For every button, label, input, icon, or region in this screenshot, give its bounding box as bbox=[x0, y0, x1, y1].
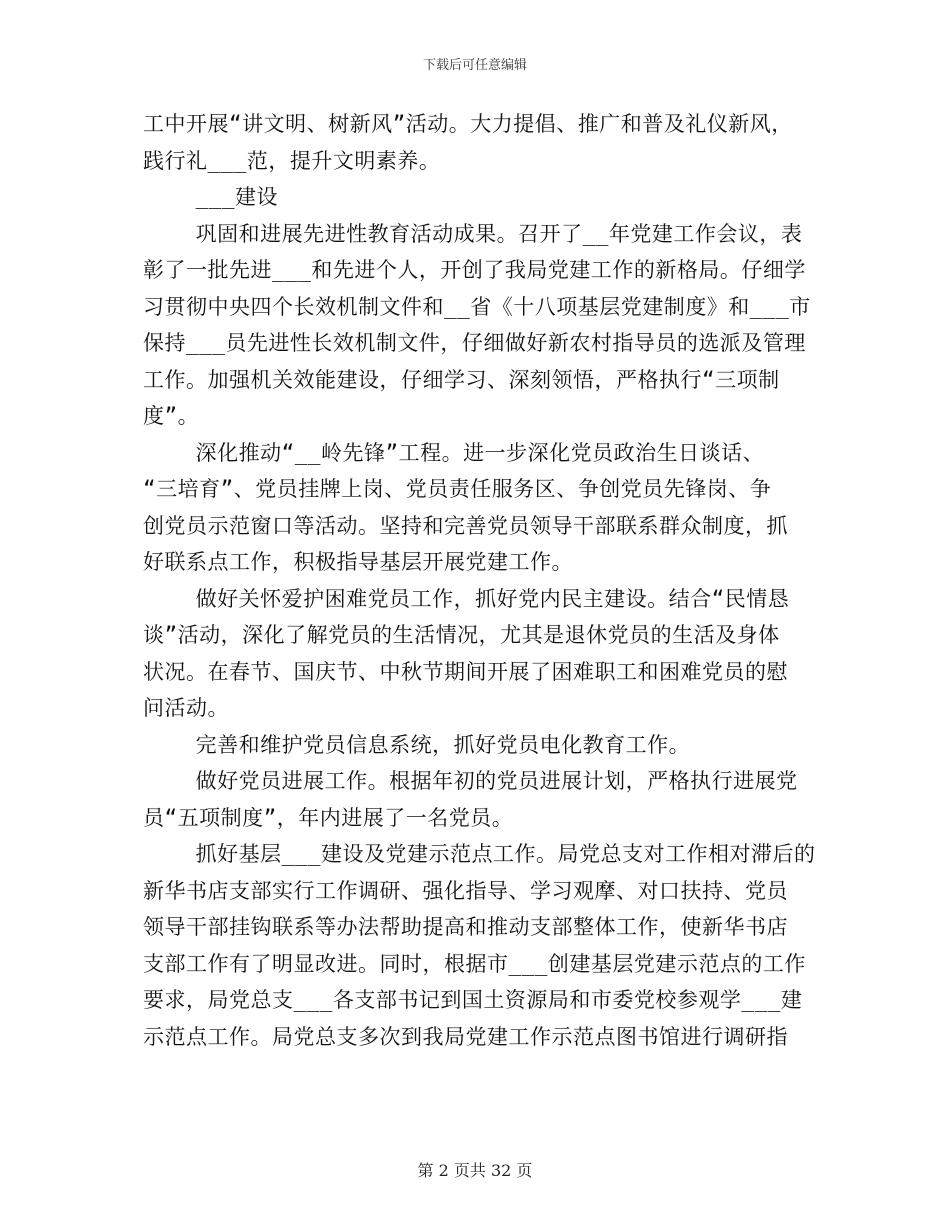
text-line: 践行礼___范，提升文明素养。 bbox=[143, 148, 441, 173]
text-line: 深化推动“__岭先锋”工程。进一步深化党员政治生日谈话、 bbox=[143, 440, 765, 465]
text-line: 支部工作有了明显改进。同时，根据市___创建基层党建示范点的工作 bbox=[143, 951, 806, 976]
text-line: 彰了一批先进___和先进个人，开创了我局党建工作的新格局。仔细学 bbox=[143, 258, 806, 282]
text-line: 工中开展“讲文明、树新风”活动。大力提倡、推广和普及礼仪新风， bbox=[143, 112, 793, 136]
text-line: 示范点工作。局党总支多次到我局党建工作示范点图书馆进行调研指 bbox=[143, 1024, 788, 1049]
text-line: 好联系点工作，积极指导基层开展党建工作。 bbox=[143, 550, 573, 574]
text-line: 问活动。 bbox=[143, 696, 229, 720]
text-line: 新华书店支部实行工作调研、强化指导、学习观摩、对口扶持、党员 bbox=[143, 878, 788, 903]
text-line: 领导干部挂钩联系等办法帮助提高和推动支部整体工作，使新华书店 bbox=[143, 915, 788, 939]
text-line: 保持___员先进性长效机制文件，仔细做好新农村指导员的选派及管理 bbox=[143, 331, 806, 355]
text-line: 创党员示范窗口等活动。坚持和完善党员领导干部联系群众制度，抓 bbox=[143, 513, 788, 538]
text-line: 工作。加强机关效能建设，仔细学习、深刻领悟，严格执行“三项制 bbox=[143, 367, 780, 392]
page-header: 下载后可任意编辑 bbox=[422, 58, 527, 73]
document-body bbox=[143, 106, 816, 1055]
text-line: “三培育”、党员挂牌上岗、党员责任服务区、争创党员先锋岗、争 bbox=[143, 477, 772, 501]
text-line: 要求，局党总支___各支部书记到国土资源局和市委党校参观学___建 bbox=[143, 988, 803, 1012]
text-line: 谈”活动，深化了解党员的生活情况，尤其是退休党员的生活及身体 bbox=[143, 623, 780, 647]
text-line: 巩固和进展先进性教育活动成果。召开了__年党建工作会议，表 bbox=[143, 221, 803, 246]
text-line: 习贯彻中央四个长效机制文件和__省《十八项基层党建制度》和___市 bbox=[143, 294, 811, 319]
text-line: 状况。在春节、国庆节、中秋节期间开展了困难职工和困难党员的慰 bbox=[143, 659, 788, 684]
text-line: 员“五项制度”，年内进展了一名党员。 bbox=[143, 805, 514, 830]
text-line: 做好关怀爱护困难党员工作，抓好党内民主建设。结合“民情恳 bbox=[143, 586, 790, 611]
text-line: 抓好基层___建设及党建示范点工作。局党总支对工作相对滞后的 bbox=[143, 842, 816, 866]
text-line: 做好党员进展工作。根据年初的党员进展计划，严格执行进展党 bbox=[143, 769, 798, 793]
text-line: 度”。 bbox=[143, 404, 200, 428]
text-line: 完善和维护党员信息系统，抓好党员电化教育工作。 bbox=[143, 732, 691, 757]
text-line: ___建设 bbox=[143, 185, 279, 209]
page-footer: 第 2 页共 32 页 bbox=[417, 1161, 533, 1180]
